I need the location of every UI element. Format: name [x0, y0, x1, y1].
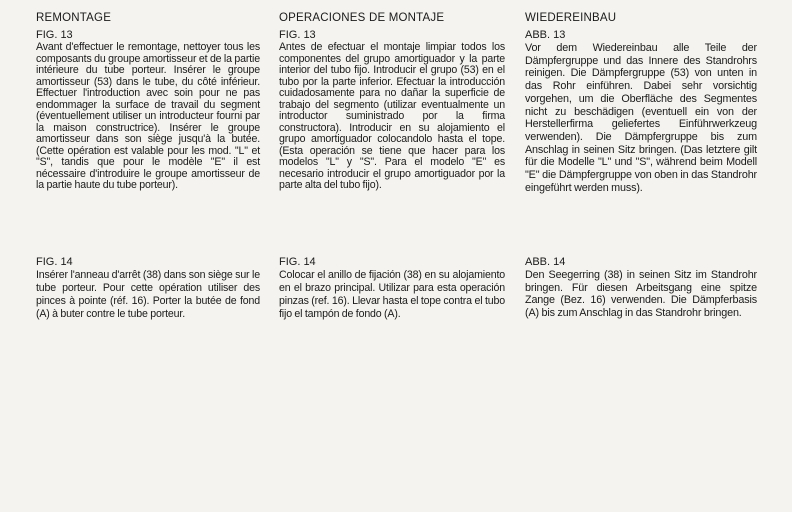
german-abb13-label: ABB. 13	[525, 29, 566, 41]
french-fig13-label: FIG. 13	[36, 29, 73, 41]
german-abb14-section	[525, 256, 757, 320]
french-heading: REMONTAGE	[36, 12, 112, 24]
german-abb14-text: Den Seegerring (38) in seinen Sitz im Standrohr bringen. Für diesen Arbeitsgang eine spitze Zange (Bez. 16) verwenden. Die Dämpferbasis (A) bis zum Anschlag in das Standrohr bringen.	[525, 269, 757, 320]
spanish-fig14-label: FIG. 14	[279, 256, 316, 268]
german-abb14-label: ABB. 14	[525, 256, 566, 268]
german-heading: WIEDEREINBAU	[525, 12, 617, 24]
french-fig14-label: FIG. 14	[36, 256, 73, 268]
german-abb13-section	[525, 29, 757, 194]
spanish-fig13-label: FIG. 13	[279, 29, 316, 41]
spanish-fig14-section	[279, 256, 505, 321]
french-fig14-section	[36, 256, 260, 321]
spanish-fig13-text: Antes de efectuar el montaje limpiar todos los componentes del grupo amortiguador y la parte interior del tubo fijo. Introducir el grupo (53) en el tubo por la parte inferior. Efectuar la introducción cuidadosamente para no dañar la superficie de trabajo del segmento (utilizar eventualmente un introductor suministrado por la firma constructora). Introducir en su alojamiento el grupo amortiguador colocandolo hasta el tope. (Esta operación se tiene que hacer para los modelos "L" y "S". Para el modelo "E" es necesario introducir el grupo amortiguador por la parte alta del tubo fijo).	[279, 41, 505, 191]
french-fig14-text: Insérer l'anneau d'arrêt (38) dans son siège sur le tube porteur. Pour cette opération utiliser des pinces à pointe (réf. 16). Porter la butée de fond (A) à buter contre le tube porteur.	[36, 269, 260, 320]
french-fig13-section	[36, 29, 260, 192]
spanish-fig14-text: Colocar el anillo de fijación (38) en su alojamiento en el brazo principal. Utilizar para esta operación pinzas (ref. 16). Llevar hasta el tope contra el tubo fijo el tampón de fondo (A).	[279, 269, 505, 320]
german-abb13-text: Vor dem Wiedereinbau alle Teile der Dämpfergruppe und das Innere des Standrohrs reinigen. Die Dämpfergruppe (53) von unten in das Rohr einführen. Dabei sehr vorsichtig vorgehen, um die Oberfläche des Segmentes nicht zu beschädigen (eventuell ein von der Herstellerfirma geliefertes Einführwerkzeug verwenden). Die Dämpfergruppe bis zum Anschlag in seinen Sitz bringen. (Das letztere gilt für die Modelle "L" und "S", während beim Modell "E" die Dämpfergruppe von oben in das Standrohr eingeführt werden muss).	[525, 42, 757, 194]
spanish-fig13-section	[279, 29, 505, 192]
spanish-heading: OPERACIONES DE MONTAJE	[279, 12, 445, 24]
french-fig13-text: Avant d'effectuer le remontage, nettoyer tous les composants du groupe amortisseur et de la partie intérieure du tube porteur. Insérer le groupe amortisseur (53) dans le tube, du côté inférieur. Effectuer l'introduction avec soin pour ne pas endommager la surface de travail du segment (éventuellement utiliser un introducteur fourni par la maison constructrice). Insérer le groupe amortisseur dans son siège jusqu'à la butée. (Cette opération est valable pour les mod. "L" et "S", tandis que pour le modèle "E" il est nécessaire d'introduire le groupe amortisseur de la partie haute du tube porteur).	[36, 41, 260, 191]
